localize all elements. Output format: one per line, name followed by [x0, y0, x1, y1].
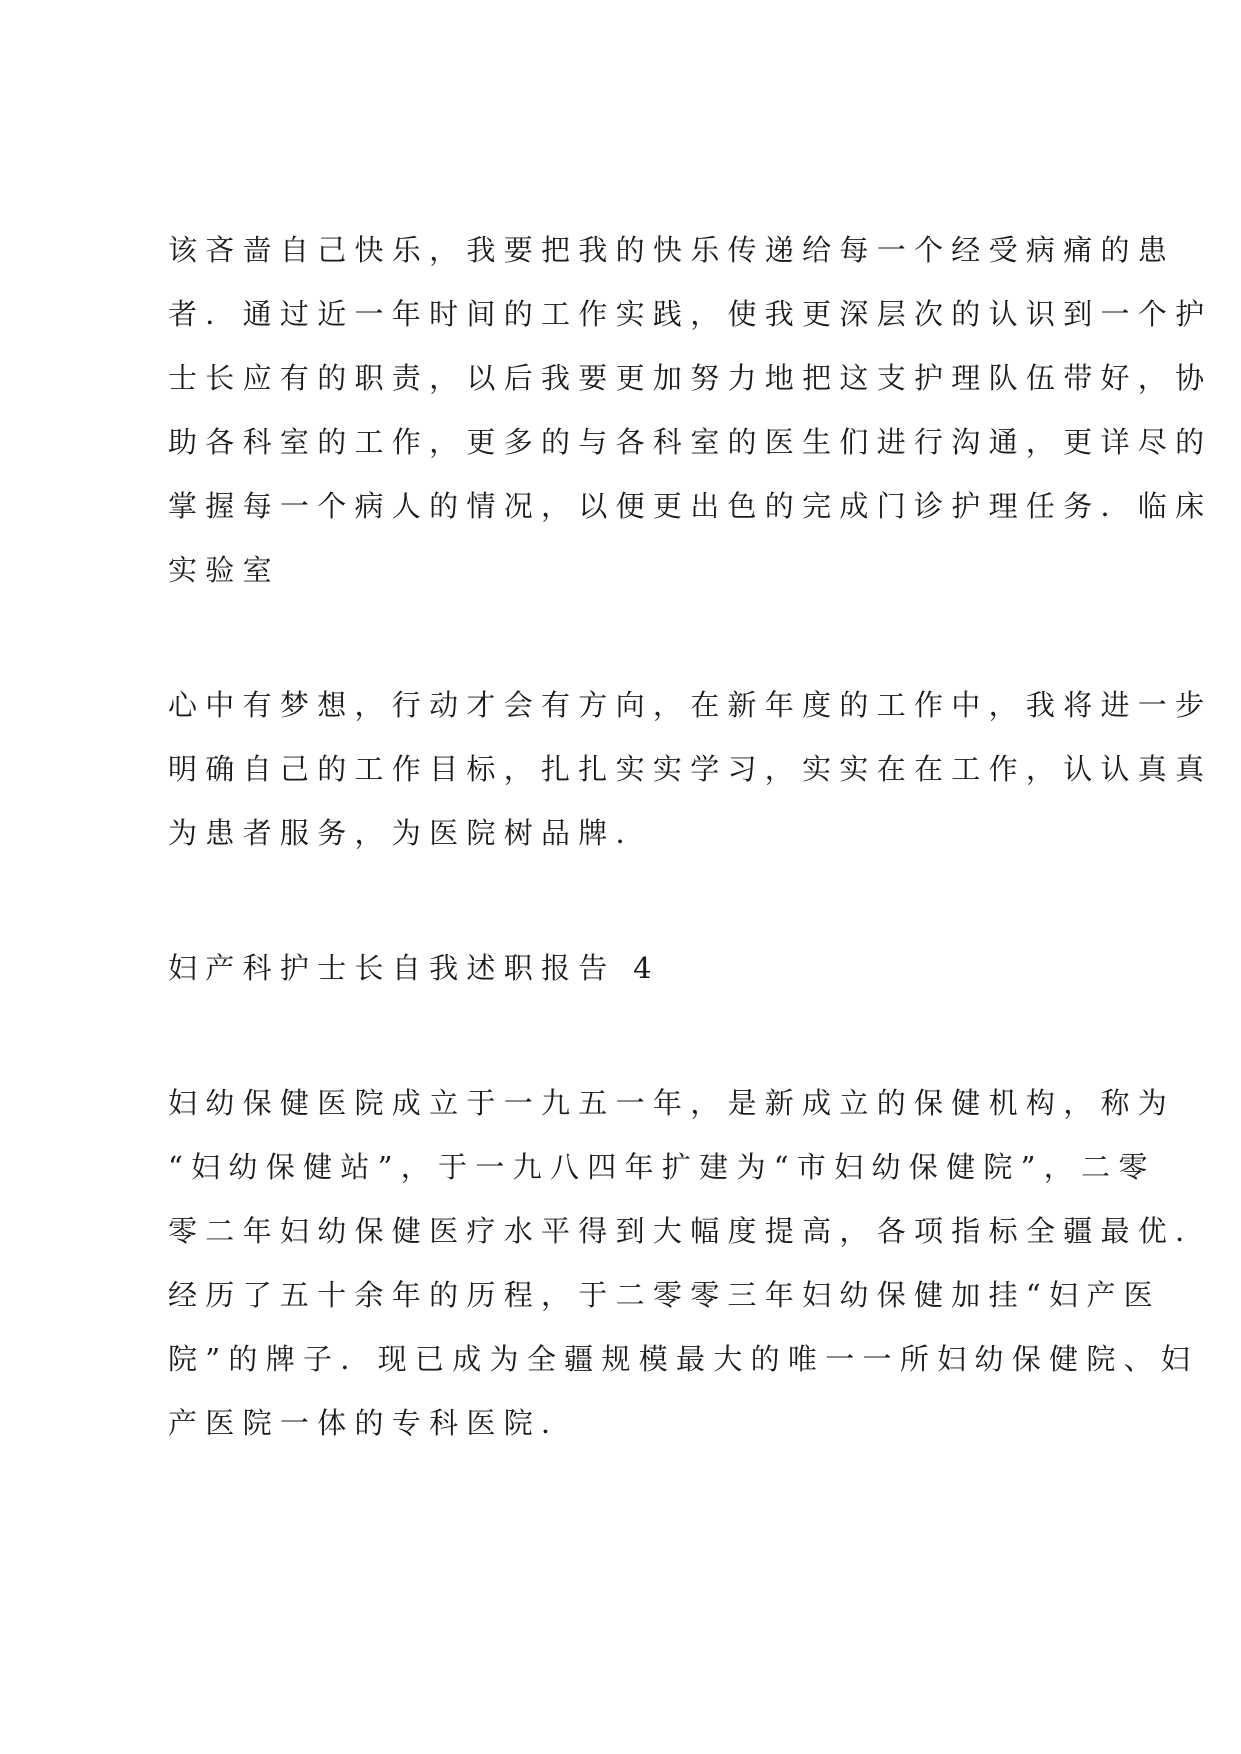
text-line: 为患者服务，为医院树品牌．: [168, 816, 653, 850]
text-line: 该吝啬自己快乐，我要把我的快乐传递给每一个经受病痛的患: [168, 233, 1176, 267]
text-line: 明确自己的工作目标，扎扎实实学习，实实在在工作，认认真真: [168, 752, 1213, 786]
text-line: 妇产科护士长自我述职报告 4: [168, 951, 660, 985]
text-line: 掌握每一个病人的情况，以便更出色的完成门诊护理任务．临床: [168, 489, 1213, 523]
text-line: 助各科室的工作，更多的与各科室的医生们进行沟通，更详尽的: [168, 425, 1213, 459]
text-line: 心中有梦想，行动才会有方向，在新年度的工作中，我将进一步: [168, 688, 1213, 722]
text-line: 者．通过近一年时间的工作实践，使我更深层次的认识到一个护: [168, 297, 1213, 331]
text-line: “妇幼保健站”，于一九八四年扩建为“市妇幼保健院”，二零: [168, 1150, 1156, 1184]
text-line: 经历了五十余年的历程，于二零零三年妇幼保健加挂“妇产医: [168, 1278, 1161, 1312]
text-line: 院”的牌子．现已成为全疆规模最大的唯一一所妇幼保健院、妇: [168, 1342, 1199, 1376]
text-line: 妇幼保健医院成立于一九五一年，是新成立的保健机构，称为: [168, 1086, 1176, 1120]
text-line: 士长应有的职责，以后我要更加努力地把这支护理队伍带好，协: [168, 361, 1213, 395]
text-line: 实验室: [168, 553, 280, 587]
text-line: 产医院一体的专科医院．: [168, 1406, 579, 1440]
text-line: 零二年妇幼保健医疗水平得到大幅度提高，各项指标全疆最优．: [168, 1214, 1213, 1248]
